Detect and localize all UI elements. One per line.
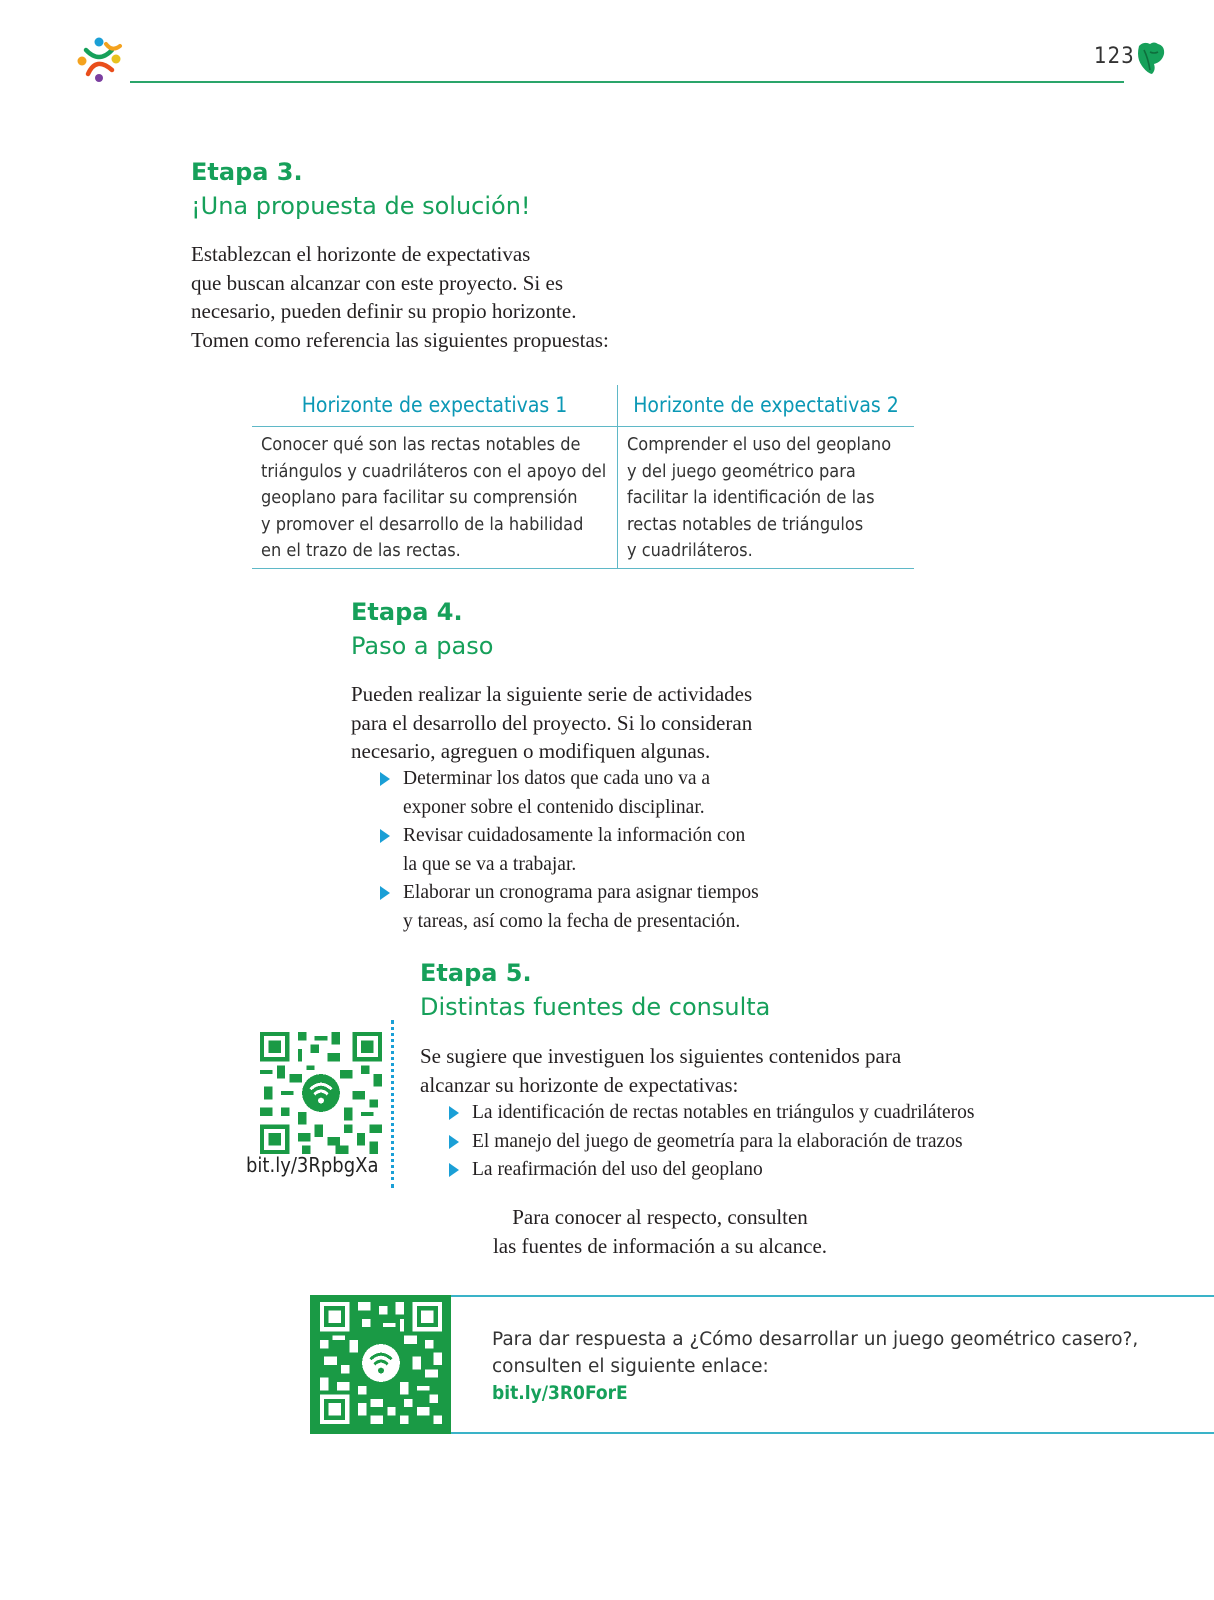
cell-line: Conocer qué son las rectas notables de [261, 434, 581, 455]
paragraph-line: para el desarrollo del proyecto. Si lo consideran [351, 710, 753, 735]
paragraph-line: que buscan alcanzar con este proyecto. Si es [191, 270, 564, 295]
box-bottom-rule [451, 1432, 1214, 1434]
expectations-column-1 [252, 385, 617, 569]
box-top-rule [451, 1295, 1214, 1297]
stage5-bullet-list [445, 1099, 1085, 1185]
list-item [376, 765, 856, 822]
stage5-heading [420, 956, 770, 1024]
bullet-triangle-icon [449, 1135, 459, 1149]
bullet-line: La identificación de rectas notables en triángulos y cuadriláteros [472, 1102, 975, 1123]
header-rule [130, 81, 1124, 83]
list-item [445, 1099, 1085, 1128]
list-item [376, 879, 856, 936]
cell-line: Comprender el uso del geoplano [627, 434, 892, 455]
stage3-heading [191, 155, 531, 223]
cell-line: geoplano para facilitar su comprensión [261, 487, 578, 508]
expectations-header-1: Horizonte de expectativas 1 [301, 393, 568, 417]
stage5-title: Etapa 5. [420, 959, 532, 987]
bullet-triangle-icon [380, 772, 390, 786]
list-item [376, 822, 856, 879]
stage4-subtitle: Paso a paso [351, 632, 494, 660]
qr-short-link[interactable]: bit.ly/3RpbgXa [246, 1153, 379, 1177]
leaf-emblem-icon [1134, 40, 1166, 76]
cell-line: facilitar la identificación de las [627, 487, 875, 508]
expectations-table [252, 385, 914, 569]
paragraph-line: Tomen como referencia las siguientes propuestas: [191, 327, 609, 352]
link-callout-box [310, 1295, 1214, 1434]
expectations-cell-2 [627, 432, 906, 565]
link-box-text [492, 1326, 1138, 1407]
stage3-paragraph [191, 240, 711, 354]
link-box-line: consulten el siguiente enlace: [492, 1356, 769, 1377]
bullet-triangle-icon [380, 829, 390, 843]
stage4-bullet-list [376, 765, 856, 936]
bullet-line: El manejo del juego de geometría para la elaboración de trazos [472, 1130, 963, 1152]
table-bottom-rule [252, 568, 617, 569]
stage5-subtitle: Distintas fuentes de consulta [420, 993, 771, 1021]
link-box-line: Para dar respuesta a ¿Cómo desarrollar un juego geométrico casero?, [492, 1329, 1139, 1350]
qr-code-large-icon[interactable] [320, 1302, 442, 1424]
stage3-subtitle: ¡Una propuesta de solución! [191, 192, 531, 220]
stage4-title: Etapa 4. [351, 598, 463, 626]
bullet-triangle-icon [380, 886, 390, 900]
stage5-closing [420, 1203, 900, 1260]
paragraph-line: Pueden realizar la siguiente serie de actividades [351, 682, 753, 706]
cell-line: y del juego geométrico para [627, 460, 856, 482]
qr-box-background [310, 1295, 451, 1434]
bullet-triangle-icon [449, 1163, 459, 1177]
cell-line: triángulos y cuadriláteros con el apoyo del [261, 460, 607, 482]
expectations-column-2 [618, 385, 914, 569]
page-number: 123 [1094, 44, 1135, 69]
stage4-paragraph [351, 680, 871, 766]
bullet-triangle-icon [449, 1106, 459, 1120]
stage4-heading [351, 595, 493, 663]
paragraph-line: Establezcan el horizonte de expectativas [191, 242, 531, 266]
bullet-line: Elaborar un cronograma para asignar tiempos [403, 882, 759, 903]
stage5-paragraph [420, 1042, 1020, 1099]
paragraph-line: Se sugiere que investiguen los siguientes contenidos para [420, 1044, 902, 1068]
cell-line: rectas notables de triángulos [627, 513, 864, 535]
list-item [445, 1128, 1085, 1157]
cell-line: y promover el desarrollo de la habilidad [261, 513, 584, 535]
paragraph-line: alcanzar su horizonte de expectativas: [420, 1072, 739, 1097]
paragraph-line: necesario, pueden definir su propio horizonte. [191, 299, 577, 323]
stage3-title: Etapa 3. [191, 158, 303, 186]
closing-line: Para conocer al respecto, consulten [512, 1205, 808, 1229]
table-bottom-rule [618, 568, 914, 569]
link-box-url[interactable]: bit.ly/3R0ForE [492, 1382, 628, 1404]
qr-code-icon[interactable] [260, 1032, 382, 1154]
bullet-line: Revisar cuidadosamente la información con [403, 825, 746, 846]
table-header-rule [618, 426, 914, 427]
bullet-line: exponer sobre el contenido disciplinar. [403, 796, 705, 818]
bullet-line: la que se va a trabajar. [403, 853, 577, 875]
paragraph-line: necesario, agreguen o modifiquen algunas. [351, 739, 711, 763]
table-header-rule [252, 426, 617, 427]
list-item [445, 1156, 1085, 1185]
dotted-separator [391, 1020, 394, 1188]
cell-line: en el trazo de las rectas. [261, 540, 461, 561]
cell-line: y cuadriláteros. [627, 540, 753, 561]
program-logo-icon [72, 34, 126, 84]
closing-line: las fuentes de información a su alcance. [492, 1233, 828, 1258]
expectations-header-2: Horizonte de expectativas 2 [633, 393, 899, 417]
bullet-line: y tareas, así como la fecha de presentación. [403, 910, 741, 932]
bullet-line: Determinar los datos que cada uno va a [403, 768, 711, 789]
expectations-cell-1 [261, 432, 609, 565]
bullet-line: La reafirmación del uso del geoplano [472, 1159, 763, 1180]
